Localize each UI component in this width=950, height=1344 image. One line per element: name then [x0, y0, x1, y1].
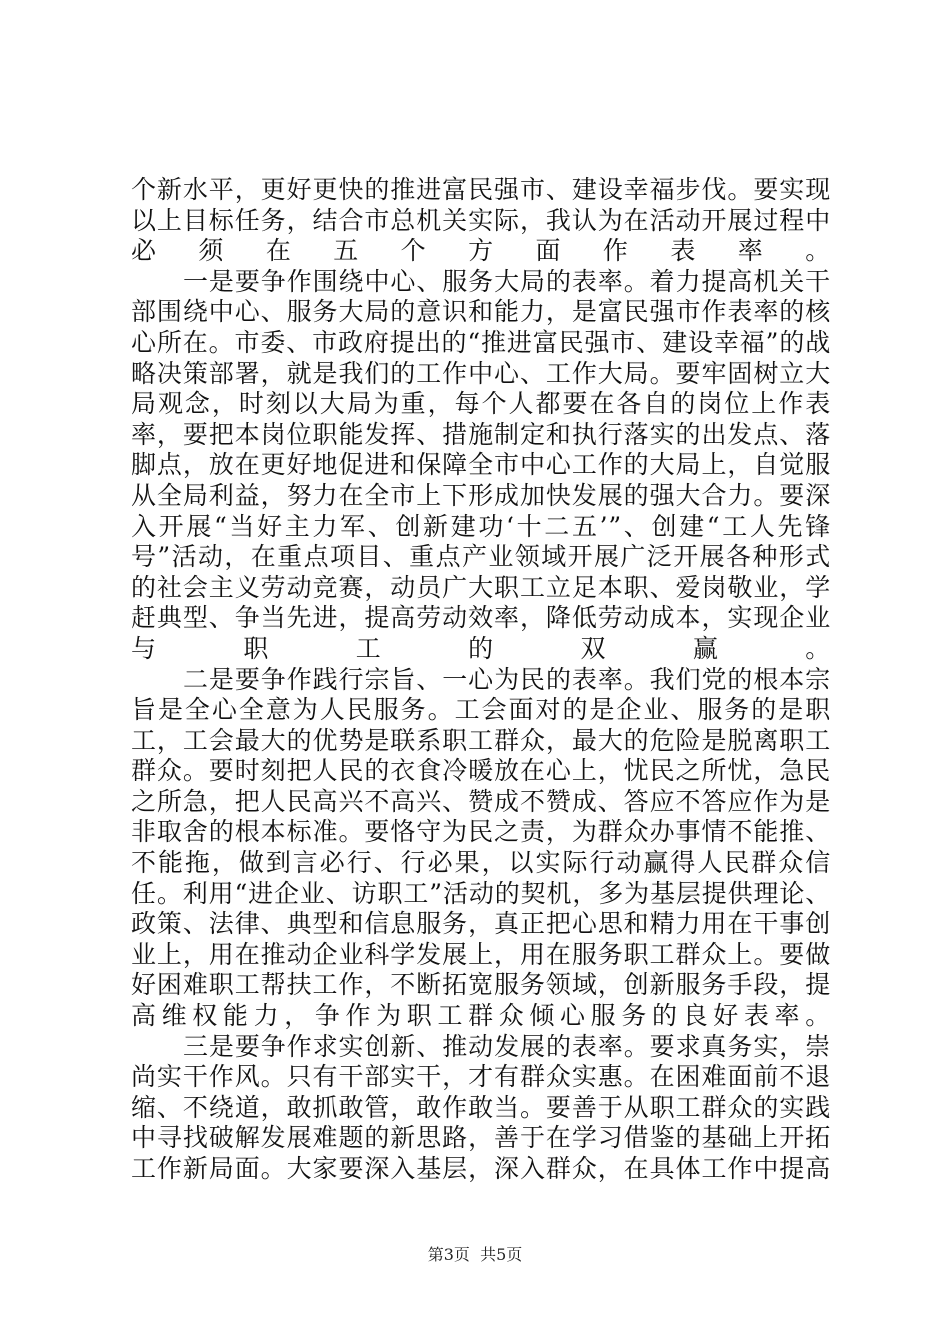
- paragraph-point-three: 三是要争作求实创新、推动发展的表率。要求真务实，崇尚实干作风。只有干部实干，才有群众实惠。在困难面前不退缩、不绕道，敢抓敢管，敢作敢当。要善于从职工群众的实践中寻找破解发展难题的新思路，善于在学习借鉴的基础上开拓工作新局面。大家要深入基层，深入群众，在具体工作中提高: [131, 1031, 831, 1183]
- paragraph-continuation: 个新水平，更好更快的推进富民强市、建设幸福步伐。要实现以上目标任务，结合市总机关实际，我认为在活动开展过程中必须在五个方面作表率。: [131, 175, 831, 266]
- document-body: [131, 175, 831, 1185]
- paragraph-point-one: 一是要争作围绕中心、服务大局的表率。着力提高机关干部围绕中心、服务大局的意识和能力，是富民强市作表率的核心所在。市委、市政府提出的“推进富民强市、建设幸福”的战略决策部署，就是我们的工作中心、工作大局。要牢固树立大局观念，时刻以大局为重，每个人都要在各自的岗位上作表率，要把本岗位职能发挥、措施制定和执行落实的出发点、落脚点，放在更好地促进和保障全市中心工作的大局上，自觉服从全局利益，努力在全市上下形成加快发展的强大合力。要深入开展“当好主力军、创新建功‘十二五’”、创建“工人先锋号”活动，在重点项目、重点产业领域开展广泛开展各种形式的社会主义劳动竞赛，动员广大职工立足本职、爱岗敬业，学赶典型、争当先进，提高劳动效率，降低劳动成本，实现企业与职工的双赢。: [131, 266, 831, 663]
- page-number-label: 第3页 共5页: [427, 1245, 523, 1264]
- page-footer: [0, 1244, 950, 1266]
- paragraph-point-two: 二是要争作践行宗旨、一心为民的表率。我们党的根本宗旨是全心全意为人民服务。工会面对的是企业、服务的是职工，工会最大的优势是联系职工群众，最大的危险是脱离职工群众。要时刻把人民的衣食冷暖放在心上，忧民之所忧，急民之所急，把人民高兴不高兴、赞成不赞成、答应不答应作为是非取舍的根本标准。要恪守为民之责，为群众办事情不能推、不能拖，做到言必行、行必果，以实际行动赢得人民群众信任。利用“进企业、访职工”活动的契机，多为基层提供理论、政策、法律、典型和信息服务，真正把心思和精力用在干事创业上，用在推动企业科学发展上，用在服务职工群众上。要做好困难职工帮扶工作，不断拓宽服务领域，创新服务手段，提高维权能力，争作为职工群众倾心服务的良好表率。: [131, 664, 831, 1031]
